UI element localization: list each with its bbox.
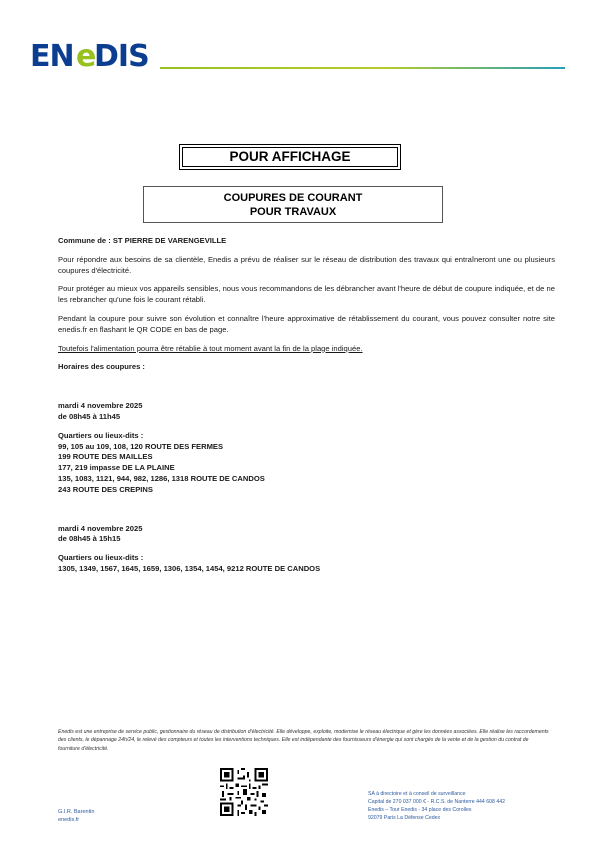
paragraph-warning: Toutefois l'alimentation pourra être rétablie à tout moment avant la fin de la plage indiquée. [58,343,363,353]
footer-address-1: Enedis – Tour Enedis - 34 place des Corolles [368,807,472,813]
place-item: 135, 1083, 1121, 944, 982, 1286, 1318 ROUTE DE CANDOS [58,473,265,483]
outage-hours: de 08h45 à 15h15 [58,534,121,544]
subtitle-box [143,186,443,223]
places-block [58,431,555,496]
outage-block [58,524,555,546]
place-item: 1305, 1349, 1567, 1645, 1659, 1306, 1354, 1454, 9212 ROUTE DE CANDOS [58,563,321,573]
enedis-logo [30,38,155,72]
svg-text:e: e [76,39,97,72]
footer-agency: G.I.R. Barentin [58,809,95,815]
paragraph-intro: Pour répondre aux besoins de sa clientèle, Enedis a prévu de réaliser sur le réseau de distribution des travaux qui entraîneront une ou plusieurs coupures d'électricité. [58,254,555,275]
horaires-label: Horaires des coupures : [58,362,145,372]
footer-right [368,790,505,822]
header-rule [160,67,565,69]
places-label: Quartiers ou lieux-dits : [58,553,144,563]
subtitle-line1: COUPURES DE COURANT [223,192,363,204]
footer-left [58,808,94,824]
commune-label: Commune de : ST PIERRE DE VARENGEVILLE [58,236,227,245]
page-title: POUR AFFICHAGE [182,147,398,167]
place-item: 99, 105 au 109, 108, 120 ROUTE DES FERMES [58,441,224,451]
paragraph-advice: Pour protéger au mieux vos appareils sensibles, nous vous recommandons de les débrancher avant l'heure de début de coupure indiquée, et de ne les rebrancher qu'une fois le courant rétabli. [58,284,555,305]
paragraph-qr: Pendant la coupure pour suivre son évolution et connaître l'heure approximative de rétablissement du courant, vous pouvez consulter notre site enedis.fr en flashant le QR CODE en bas de page. [58,313,555,334]
place-item: 177, 219 impasse DE LA PLAINE [58,463,175,473]
footer-notice: Enedis est une entreprise de service public, gestionnaire du réseau de distribution d'électricité. Elle développe, exploite, modernise le réseau électrique et gère les données associées. Elle réalise les raccordements des clients, le dépannage 24h/24, le relevé des compteurs et toutes les interventions techniques. Elle est indépendante des fournisseurs d'énergie qui sont chargés de la vente et de la gestion du contrat de fourniture d'électricité. [58,729,549,752]
place-item: 199 ROUTE DES MAILLES [58,452,153,462]
outage-date: mardi 4 novembre 2025 [58,401,143,411]
subtitle-line2: POUR TRAVAUX [249,206,337,218]
outage-date: mardi 4 novembre 2025 [58,523,143,533]
svg-text:DIS: DIS [94,39,149,72]
footer-legal-2: Capital de 270 037 000 € - R.C.S. de Nanterre 444 608 442 [368,799,505,805]
footer-legal-1: SA à directoire et à conseil de surveillance [368,791,466,797]
qr-code[interactable] [220,768,268,816]
outage-block [58,401,555,423]
places-block [58,553,555,575]
place-item: 243 ROUTE DES CREPINS [58,484,153,494]
outage-hours: de 08h45 à 11h45 [58,411,121,421]
places-label: Quartiers ou lieux-dits : [58,430,144,440]
footer-website-link[interactable]: enedis.fr [58,817,80,823]
notice-body [58,236,555,575]
title-box [179,144,401,170]
svg-text:EN: EN [30,39,74,72]
footer-address-2: 92079 Paris La Défense Cedex [368,815,441,821]
